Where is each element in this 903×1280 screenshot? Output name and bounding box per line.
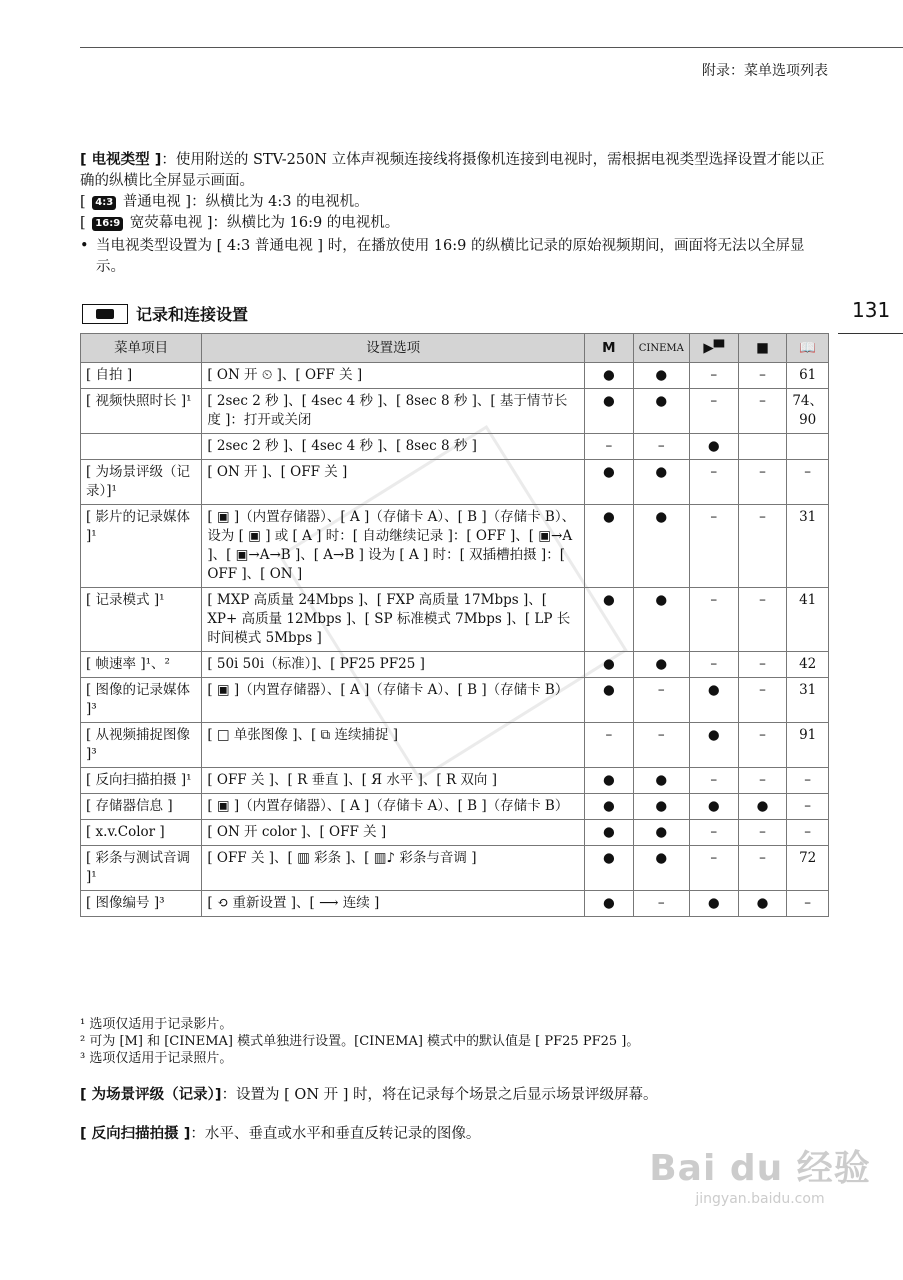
col-page-ref-icon: 📖	[787, 334, 829, 363]
settings-cell: [ ⟲ 重新设置 ]、[ ⟶ 连续 ]	[202, 891, 585, 917]
col-m-mode-icon: M	[585, 334, 634, 363]
table-row	[81, 460, 829, 505]
m-mode-cell: ●	[585, 363, 634, 389]
photo-playback-cell: –	[738, 846, 787, 891]
menu-item-cell: [ 帧速率 ]¹、²	[81, 652, 202, 678]
m-mode-cell: ●	[585, 891, 634, 917]
table-row	[81, 389, 829, 434]
menu-item-cell: [ 图像的记录媒体 ]³	[81, 678, 202, 723]
cinema-mode-cell: –	[633, 891, 689, 917]
table-row	[81, 363, 829, 389]
m-mode-cell: ●	[585, 588, 634, 652]
intro-opt1: [ 4:3 普通电视 ]：纵横比为 4:3 的电视机。	[80, 194, 369, 210]
menu-item-cell: [ 自拍 ]	[81, 363, 202, 389]
settings-cell: [ ON 开 ⏲ ]、[ OFF 关 ]	[202, 363, 585, 389]
page-ref-cell: 74、90	[787, 389, 829, 434]
page-ref-cell: –	[787, 460, 829, 505]
menu-item-cell: [ 为场景评级（记录）]¹	[81, 460, 202, 505]
cinema-mode-cell: ●	[633, 768, 689, 794]
page-ref-cell: –	[787, 794, 829, 820]
photo-playback-cell: –	[738, 723, 787, 768]
para-flip-capture: [ 反向扫描拍摄 ]：水平、垂直或水平和垂直反转记录的图像。	[80, 1126, 481, 1142]
video-playback-cell: –	[689, 588, 738, 652]
footnotes	[80, 1016, 639, 1067]
intro-opt2: [ 16:9 宽荧幕电视 ]：纵横比为 16:9 的电视机。	[80, 215, 400, 231]
photo-playback-cell: –	[738, 363, 787, 389]
photo-playback-cell: –	[738, 820, 787, 846]
photo-playback-cell: –	[738, 678, 787, 723]
cinema-mode-cell: ●	[633, 389, 689, 434]
video-playback-cell: –	[689, 820, 738, 846]
m-mode-cell: ●	[585, 652, 634, 678]
settings-cell: [ □ 单张图像 ]、[ ⧉ 连续捕捉 ]	[202, 723, 585, 768]
cinema-mode-cell: –	[633, 678, 689, 723]
intro-line1: [ 电视类型 ]：使用附送的 STV-250N 立体声视频连接线将摄像机连接到电视时，需根据电视类型选择设置才能以正确的纵横比全屏显示画面。	[80, 152, 825, 189]
cinema-mode-cell: ●	[633, 794, 689, 820]
menu-item-cell: [ x.v.Color ]	[81, 820, 202, 846]
menu-item-cell: [ 存储器信息 ]	[81, 794, 202, 820]
cinema-mode-cell: –	[633, 434, 689, 460]
settings-cell: [ OFF 关 ]、[ R 垂直 ]、[ Я 水平 ]、[ R 双向 ]	[202, 768, 585, 794]
col-menu-item: 菜单项目	[81, 334, 202, 363]
video-playback-cell: –	[689, 505, 738, 588]
aspect-4-3-icon: 4:3	[92, 196, 116, 210]
video-playback-cell: –	[689, 846, 738, 891]
settings-cell: [ 2sec 2 秒 ]、[ 4sec 4 秒 ]、[ 8sec 8 秒 ]、[ 基于情节长度 ]：打开或关闭	[202, 389, 585, 434]
cinema-mode-cell: ●	[633, 460, 689, 505]
table-row	[81, 678, 829, 723]
menu-item-cell	[81, 434, 202, 460]
table-row	[81, 768, 829, 794]
video-playback-cell: ●	[689, 794, 738, 820]
intro-block	[80, 150, 830, 278]
menu-item-cell: [ 反向扫描拍摄 ]¹	[81, 768, 202, 794]
settings-cell: [ ON 开 color ]、[ OFF 关 ]	[202, 820, 585, 846]
settings-cell: [ ▣ ]（内置存储器）、[ A ]（存储卡 A）、[ B ]（存储卡 B）	[202, 678, 585, 723]
settings-cell: [ 2sec 2 秒 ]、[ 4sec 4 秒 ]、[ 8sec 8 秒 ]	[202, 434, 585, 460]
m-mode-cell: ●	[585, 389, 634, 434]
baidu-watermark: Bai du 经验 jingyan.baidu.com	[649, 1148, 871, 1207]
photo-playback-cell: –	[738, 460, 787, 505]
m-mode-cell: ●	[585, 460, 634, 505]
photo-playback-cell: ●	[738, 891, 787, 917]
cinema-mode-cell: ●	[633, 363, 689, 389]
page-ref-cell: 31	[787, 678, 829, 723]
table-row	[81, 434, 829, 460]
video-playback-cell: ●	[689, 723, 738, 768]
menu-item-cell: [ 从视频捕捉图像 ]³	[81, 723, 202, 768]
page-number-rule	[838, 333, 903, 334]
section-title: 记录和连接设置	[82, 302, 248, 325]
settings-cell: [ ON 开 ]、[ OFF 关 ]	[202, 460, 585, 505]
m-mode-cell: ●	[585, 820, 634, 846]
settings-cell: [ 50i 50i（标准）]、[ PF25 PF25 ]	[202, 652, 585, 678]
photo-playback-cell: ●	[738, 794, 787, 820]
video-playback-cell: –	[689, 363, 738, 389]
intro-bullet: • 当电视类型设置为 [ 4:3 普通电视 ] 时，在播放使用 16:9 的纵横比记录的原始视频期间，画面将无法以全屏显示。	[80, 238, 805, 275]
page-number: 131	[852, 298, 891, 322]
video-playback-cell: ●	[689, 434, 738, 460]
menu-item-cell: [ 图像编号 ]³	[81, 891, 202, 917]
page-ref-cell: 42	[787, 652, 829, 678]
para-scene-rating: [ 为场景评级（记录）]：设置为 [ ON 开 ] 时，将在记录每个场景之后显示场景评级屏幕。	[80, 1087, 658, 1103]
m-mode-cell: ●	[585, 505, 634, 588]
photo-playback-cell: –	[738, 652, 787, 678]
header-rule	[80, 47, 903, 48]
page-ref-cell: 72	[787, 846, 829, 891]
cinema-mode-cell: ●	[633, 846, 689, 891]
m-mode-cell: –	[585, 723, 634, 768]
cinema-mode-cell: ●	[633, 505, 689, 588]
footnote-2: ² 可为 [M] 和 [CINEMA] 模式单独进行设置。[CINEMA] 模式中的默认值是 [ PF25 PF25 ]。	[80, 1034, 640, 1049]
video-playback-cell: ●	[689, 678, 738, 723]
table-header-row	[81, 334, 829, 363]
camera-menu-icon	[82, 304, 128, 324]
cinema-mode-cell: ●	[633, 820, 689, 846]
video-playback-cell: –	[689, 460, 738, 505]
aspect-16-9-icon: 16:9	[92, 217, 123, 231]
settings-cell: [ OFF 关 ]、[ ▥ 彩条 ]、[ ▥♪ 彩条与音调 ]	[202, 846, 585, 891]
page-ref-cell: 31	[787, 505, 829, 588]
page-ref-cell: 91	[787, 723, 829, 768]
menu-item-cell: [ 彩条与测试音调 ]¹	[81, 846, 202, 891]
table-row	[81, 652, 829, 678]
table-row	[81, 588, 829, 652]
cinema-mode-cell: ●	[633, 652, 689, 678]
menu-item-cell: [ 记录模式 ]¹	[81, 588, 202, 652]
col-cinema-mode-icon: CINEMA	[633, 334, 689, 363]
col-settings: 设置选项	[202, 334, 585, 363]
table-row	[81, 891, 829, 917]
photo-playback-cell: –	[738, 505, 787, 588]
menu-options-table	[80, 333, 829, 917]
table-row	[81, 794, 829, 820]
photo-playback-cell: –	[738, 768, 787, 794]
table-row	[81, 723, 829, 768]
col-video-playback-icon: ▶▀	[689, 334, 738, 363]
footnote-3: ³ 选项仅适用于记录照片。	[80, 1051, 233, 1066]
page-ref-cell: –	[787, 768, 829, 794]
settings-cell: [ ▣ ]（内置存储器）、[ A ]（存储卡 A）、[ B ]（存储卡 B）	[202, 794, 585, 820]
footnote-1: ¹ 选项仅适用于记录影片。	[80, 1017, 233, 1032]
menu-item-cell: [ 视频快照时长 ]¹	[81, 389, 202, 434]
m-mode-cell: –	[585, 434, 634, 460]
settings-cell: [ MXP 高质量 24Mbps ]、[ FXP 高质量 17Mbps ]、[ XP+ 高质量 12Mbps ]、[ SP 标准模式 7Mbps ]、[ LP 长时间模式 5Mbps ]	[202, 588, 585, 652]
page-ref-cell: –	[787, 891, 829, 917]
page-ref-cell	[787, 434, 829, 460]
m-mode-cell: ●	[585, 794, 634, 820]
page-ref-cell: –	[787, 820, 829, 846]
photo-playback-cell: –	[738, 389, 787, 434]
table-row	[81, 820, 829, 846]
cinema-mode-cell: –	[633, 723, 689, 768]
m-mode-cell: ●	[585, 846, 634, 891]
photo-playback-cell	[738, 434, 787, 460]
page-ref-cell: 41	[787, 588, 829, 652]
cinema-mode-cell: ●	[633, 588, 689, 652]
col-photo-playback-icon: ■	[738, 334, 787, 363]
video-playback-cell: –	[689, 389, 738, 434]
video-playback-cell: –	[689, 652, 738, 678]
video-playback-cell: –	[689, 768, 738, 794]
page-ref-cell: 61	[787, 363, 829, 389]
table-row	[81, 846, 829, 891]
settings-cell: [ ▣ ]（内置存储器）、[ A ]（存储卡 A）、[ B ]（存储卡 B）、设为 [ ▣ ] 或 [ A ] 时：[ 自动继续记录 ]：[ OFF ]、[ ▣→A ]、[ ▣→A→B ]、[ A→B ] 设为 [ A ] 时：[ 双插槽拍摄 ]：[ OFF ]、[ ON ]	[202, 505, 585, 588]
page-header: 附录：菜单选项列表	[702, 63, 828, 79]
table-row	[81, 505, 829, 588]
m-mode-cell: ●	[585, 768, 634, 794]
photo-playback-cell: –	[738, 588, 787, 652]
m-mode-cell: ●	[585, 678, 634, 723]
menu-item-cell: [ 影片的记录媒体 ]¹	[81, 505, 202, 588]
video-playback-cell: ●	[689, 891, 738, 917]
